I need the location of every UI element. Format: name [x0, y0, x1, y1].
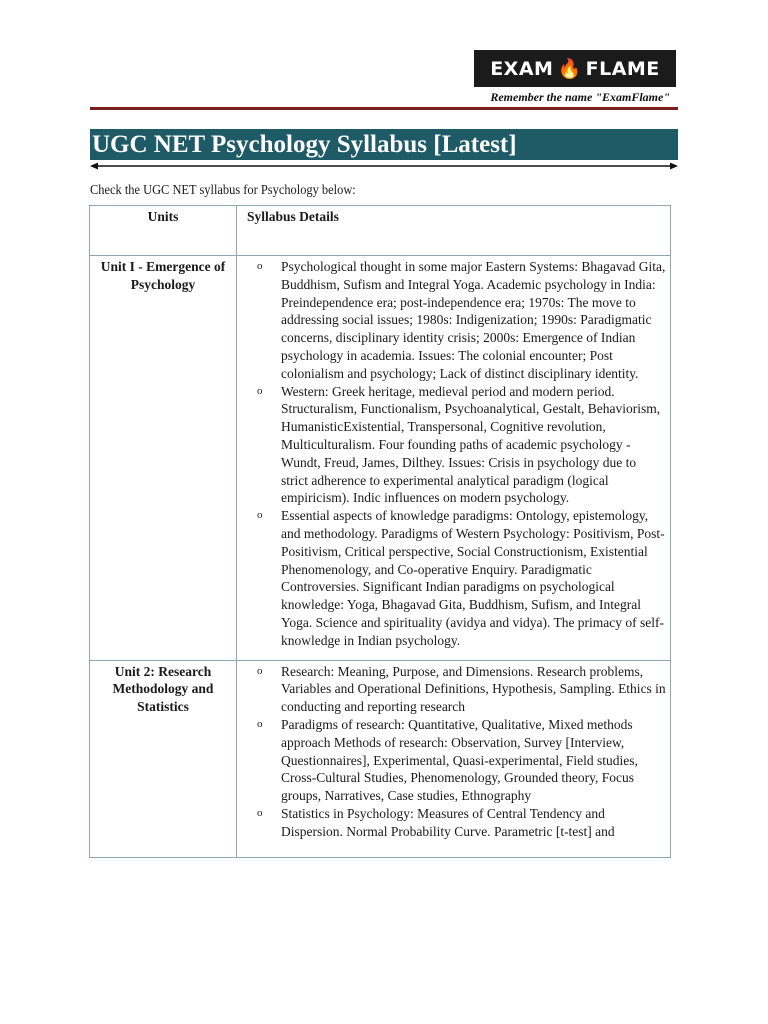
- table-row: [90, 256, 671, 661]
- unit-name: Unit I - Emergence of Psychology: [90, 256, 237, 661]
- topic-list: [247, 663, 666, 841]
- examflame-logo: [474, 50, 676, 87]
- bullet-marker: o: [257, 717, 263, 730]
- double-arrow-divider: [90, 161, 678, 171]
- list-item: [247, 507, 666, 649]
- unit-name: Unit 2: Research Methodology and Statistics: [90, 660, 237, 857]
- logo-text-exam: EXAM: [490, 57, 554, 80]
- topic-text: Western: Greek heritage, medieval period and modern period. Structuralism, Functionalism, Psychoanalytical, Gestalt, Behaviorism, HumanisticExistential, Transpersonal, Cognitive revolution, Multiculturalism. Four founding paths of academic psychology - Wundt, Freud, James, Dilthey. Issues: Crisis in psychology due to strict adherence to experimental analytical paradigm (logical empiricism). Indic influences on modern psychology.: [281, 383, 661, 506]
- topic-text: Psychological thought in some major Eastern Systems: Bhagavad Gita, Buddhism, Sufism and Integral Yoga. Academic psychology in India: Preindependence era; post-independence era; 1970s: The move to addressing social issues; 1980s: Indigenization; 1990s: Paradigmatic concerns, disciplinary identity crisis; 2000s: Emergence of Indian psychology in academia. Issues: The colonial encounter; Post colonialism and psychology; Lack of distinct disciplinary identity.: [281, 259, 666, 381]
- bullet-marker: o: [257, 384, 263, 397]
- topic-text: Essential aspects of knowledge paradigms: Ontology, epistemology, and methodology. Paradigms of Western Psychology: Positivism, Post-Positivism, Critical perspective, Social Constructionism, Existential Phenomenology, and Co-operative Enquiry. Paradigmatic Controversies. Significant Indian paradigms on psychological knowledge: Yoga, Bhagavad Gita, Buddhism, Sufism, and Integral Yoga. Science and spirituality (avidya and vidya). The primacy of self-knowledge in Indian psychology.: [281, 508, 665, 648]
- topic-text: Paradigms of research: Quantitative, Qualitative, Mixed methods approach Methods of research: Observation, Survey [Interview, Questionnaires], Experimental, Quasi-experimental, Field studies, Cross-Cultural Studies, Phenomenology, Grounded theory, Focus groups, Narratives, Case studies, Ethnography: [281, 716, 638, 804]
- header-units: Units: [90, 206, 237, 256]
- flame-icon: 🔥: [557, 58, 582, 80]
- unit-details: [237, 256, 671, 661]
- topic-text: Research: Meaning, Purpose, and Dimensions. Research problems, Variables and Operational Definitions, Hypothesis, Sampling. Ethics in conducting and reporting research: [281, 663, 666, 715]
- list-item: [247, 663, 666, 716]
- list-item: [247, 805, 666, 841]
- bullet-marker: o: [257, 664, 263, 677]
- header-divider: [90, 107, 678, 110]
- list-item: [247, 258, 666, 383]
- bullet-marker: o: [257, 260, 263, 272]
- page-title: UGC NET Psychology Syllabus [Latest]: [90, 129, 678, 160]
- header-syllabus-details: Syllabus Details: [237, 206, 671, 256]
- brand-tagline: Remember the name "ExamFlame": [490, 90, 670, 104]
- list-item: [247, 383, 666, 508]
- unit-details: [237, 660, 671, 857]
- logo-text-flame: FLAME: [585, 57, 660, 80]
- table-header-row: [90, 206, 671, 256]
- bullet-marker: o: [257, 509, 263, 522]
- unit-details-clip: [247, 663, 666, 857]
- bullet-marker: o: [257, 806, 263, 819]
- topic-text: Statistics in Psychology: Measures of Central Tendency and Dispersion. Normal Probability Curve. Parametric [t-test] and: [281, 805, 615, 839]
- intro-text: Check the UGC NET syllabus for Psychology below:: [90, 182, 356, 197]
- syllabus-table: [89, 205, 671, 858]
- topic-list: [247, 258, 666, 650]
- table-row: [90, 660, 671, 857]
- list-item: [247, 716, 666, 805]
